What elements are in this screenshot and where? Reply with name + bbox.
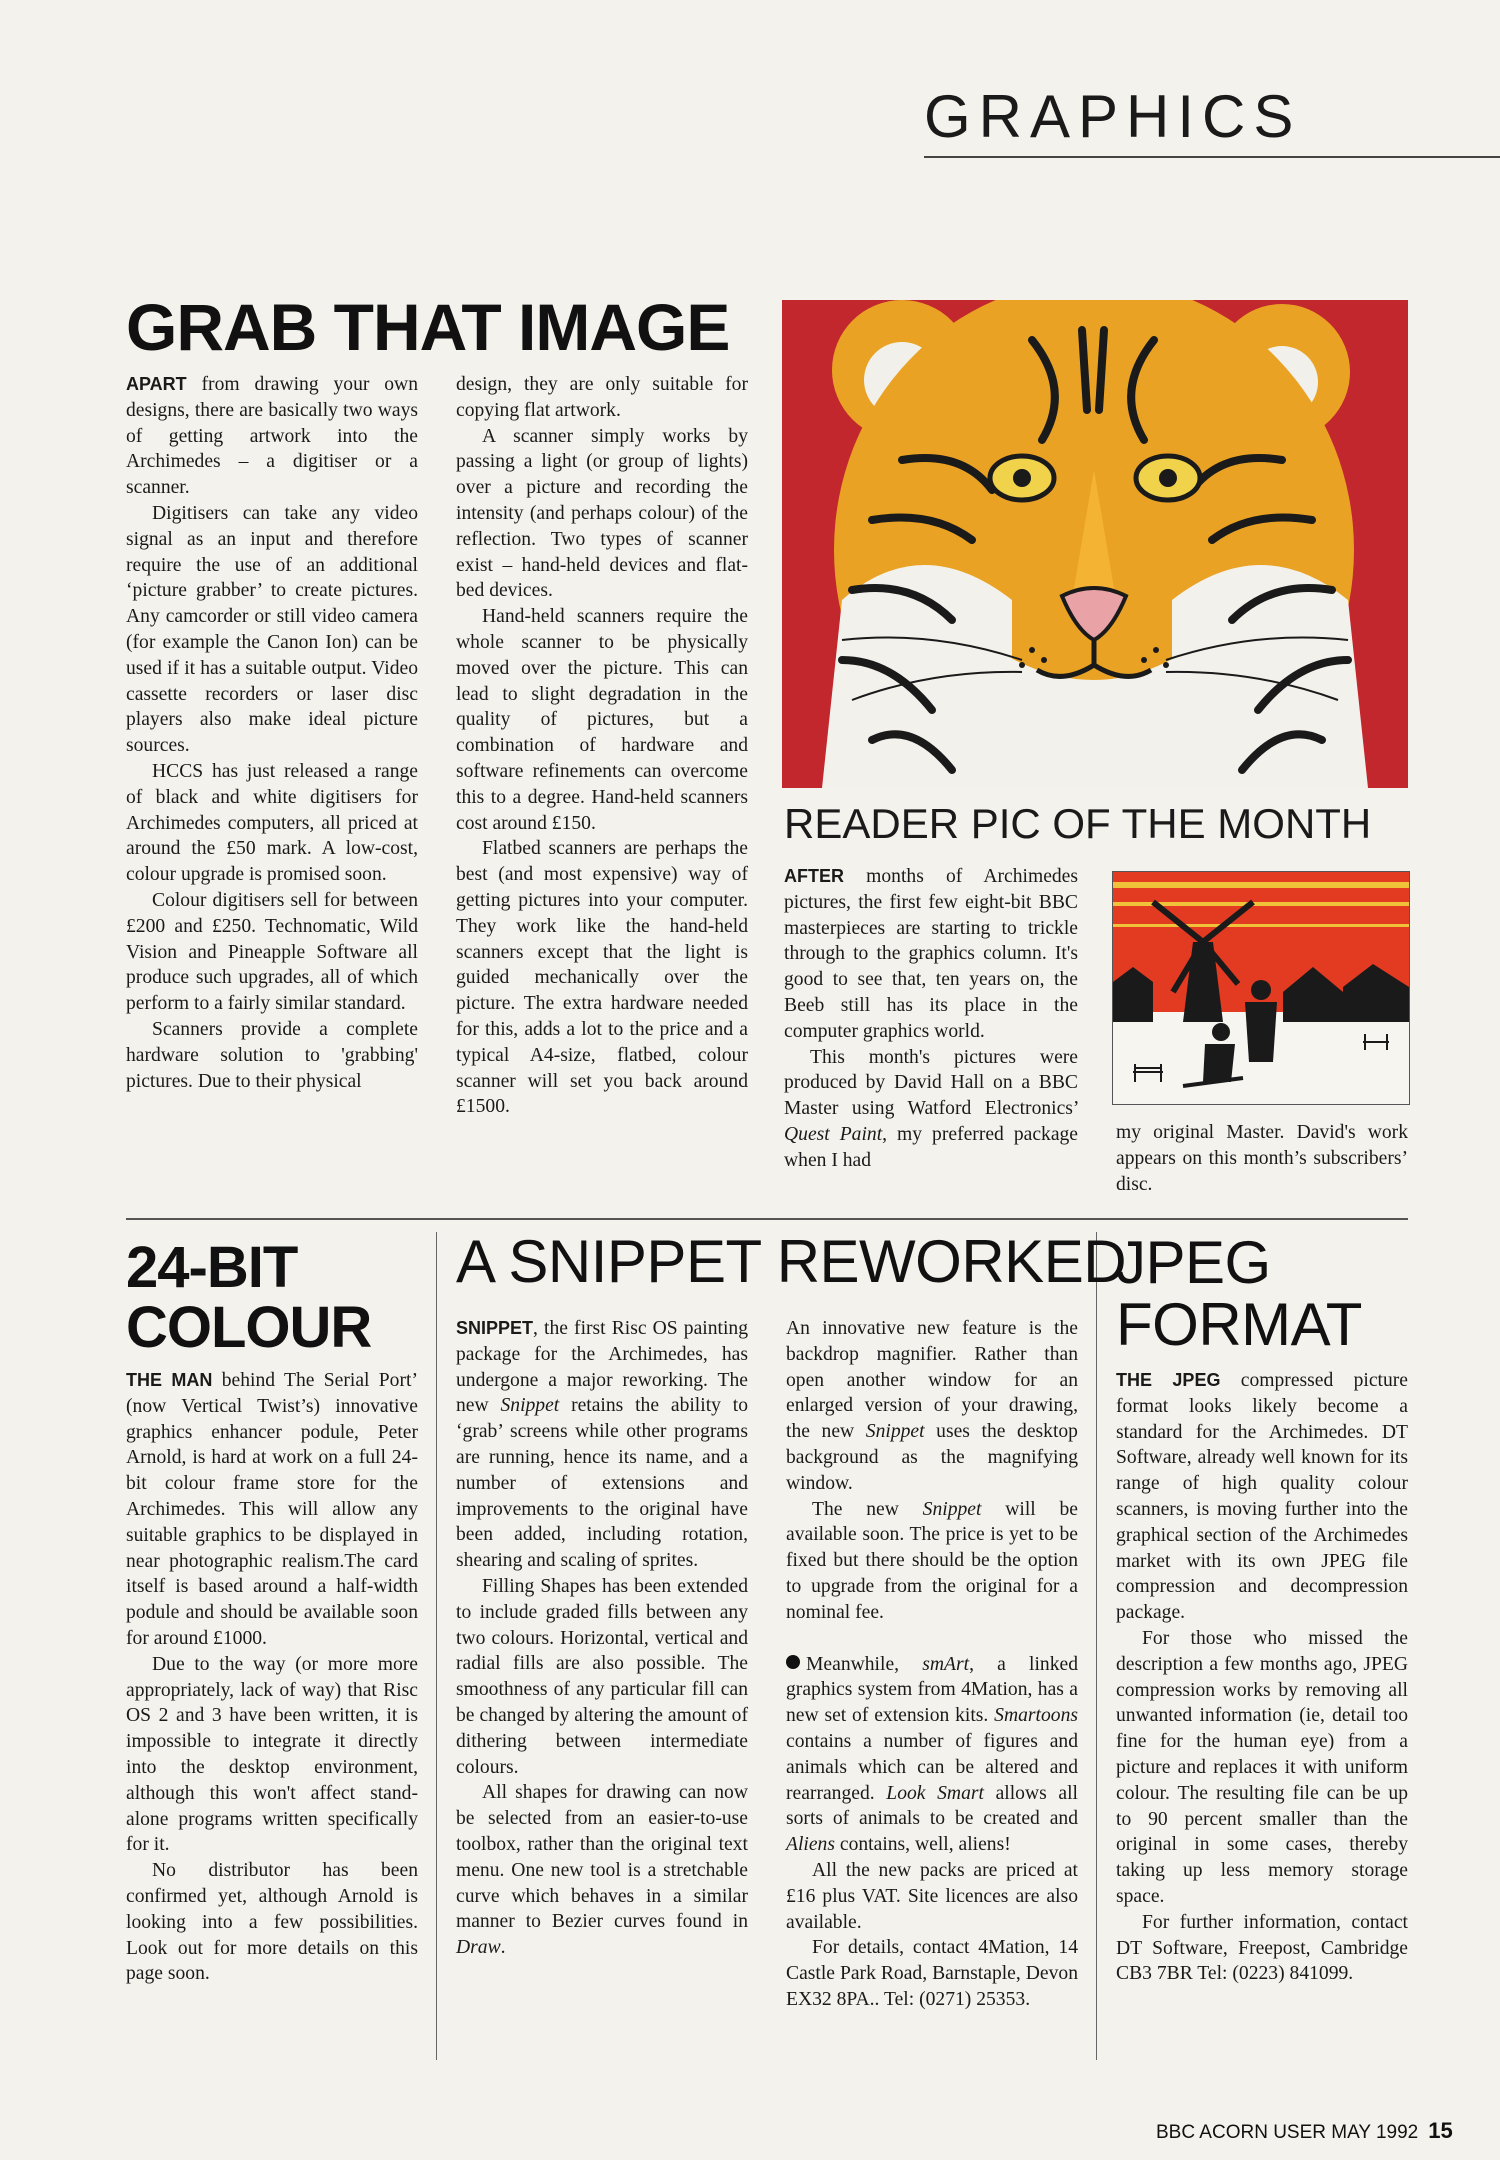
snippet-col2-p5: For details, contact 4Mation, 14 Castle Park Road, Barnstaple, Devon EX32 8PA.. Tel: (0271) 25353.	[786, 1937, 1078, 2010]
grab-col1-p4: Colour digitisers sell for between £200 and £250. Technomatic, Wild Vision and Pineapple Software all produce such upgrades, all of which perform to a fairly similar standard.	[126, 889, 418, 1015]
section-title: GRAPHICS	[924, 83, 1302, 150]
snippet-col2-p1: An innovative new feature is the backdrop magnifier. Rather than open another window for an enlarged version of your drawing, the new Snippet uses the desktop background as the magnifying window.	[786, 1318, 1078, 1494]
snippet-column-2	[786, 1316, 1078, 2013]
quest-paint-title: Quest Paint	[784, 1123, 883, 1145]
section-rule	[924, 156, 1500, 158]
page-number: 15	[1428, 2118, 1453, 2143]
snippet-col2-p2: The new Snippet will be available soon. The price is yet to be fixed but there should be the option to upgrade from the original for a nominal fee.	[786, 1498, 1078, 1623]
jpeg-p1: THE JPEG compressed picture format looks likely become a standard for the Archimedes. DT Software, already well known for its range of high quality colour scanners, is moving further into the graphical section of the Archimedes market with its own JPEG file compression and decompression package.	[1116, 1370, 1408, 1624]
colour24-p3: No distributor has been confirmed yet, although Arnold is looking into a few possibilities. Look out for more details on this page soon.	[126, 1860, 418, 1985]
snippet-col1-p3: All shapes for drawing can now be selected from an easier-to-use toolbox, rather than the original text menu. One new tool is a stretchable curve which behaves in a similar manner to Bezier curves found in Draw.	[456, 1782, 748, 1959]
colour24-p2: Due to the way (or more more appropriately, lack of way) that Risc OS 2 and 3 have been written, it is impossible to integrate it directly into the desktop environment, although this won't affect stand-alone programs written specifically for it.	[126, 1653, 418, 1856]
grab-col2-p1: design, they are only suitable for copying flat artwork.	[456, 374, 748, 421]
snippet-col1-p2: Filling Shapes has been extended to include graded fills between any two colours. Horizontal, vertical and radial fills are also possible. The smoothness of any particular fill can be changed by altering the amount of dithering between intermediate colours.	[456, 1575, 748, 1778]
jpeg-lead: THE JPEG	[1116, 1370, 1221, 1390]
jpeg-p3: For further information, contact DT Software, Freepost, Cambridge CB3 7BR Tel: (0223) 841099.	[1116, 1911, 1408, 1985]
reader-col1-p2: This month's pictures were produced by David Hall on a BBC Master using Watford Electronics’ Quest Paint, my preferred package when I had	[784, 1046, 1079, 1171]
snippet-col2-p4: All the new packs are priced at £16 plus VAT. Site licences are also available.	[786, 1859, 1078, 1933]
grab-column-2	[456, 372, 748, 1120]
page-footer	[1156, 2118, 1453, 2144]
colour24-column	[126, 1368, 418, 1987]
snippet-column-1	[456, 1316, 748, 1961]
grab-col2-p3: Hand-held scanners require the whole scanner to be physically moved over the picture. This can lead to slight degradation in the quality of pictures, but a combination of hardware and software refinements can overcome this to a degree. Hand-held scanners cost around £150.	[456, 606, 748, 834]
colour24-headline: 24-BIT COLOUR	[126, 1235, 372, 1360]
snippet-lead: SNIPPET	[456, 1318, 534, 1338]
snippet-col1-p1: SNIPPET, the first Risc OS painting package for the Archimedes, has undergone a major reworking. The new Snippet retains the ability to ‘grab’ screens while other programs are running, hence its name, and a number of extensions and improvements to the original have been added, including rotation, shearing and scaling of sprites.	[456, 1318, 748, 1572]
column-divider-right	[1096, 1232, 1097, 2060]
reader-column-1	[784, 864, 1078, 1174]
snippet-headline: A SNIPPET REWORKED	[456, 1228, 1127, 1295]
reader-headline: READER PIC OF THE MONTH	[784, 800, 1372, 847]
grab-col1-p3: HCCS has just released a range of black and white digitisers for Archimedes computers, all priced at around the £50 mark. A low-cost, colour upgrade is promised soon.	[126, 760, 418, 886]
grab-col2-p2: A scanner simply works by passing a light (or group of lights) over a picture and recording the intensity (and perhaps colour) of the reflection. Two types of scanner exist – hand-held devices and flat-bed devices.	[456, 425, 748, 602]
winter-scene-illustration	[1113, 872, 1409, 1104]
bullet-icon	[786, 1655, 800, 1669]
reader-lead: AFTER	[784, 866, 844, 886]
grab-col2-p4: Flatbed scanners are perhaps the best (and most expensive) way of getting pictures into your computer. They work like the hand-held scanners except that the light is guided mechanically over the picture. The extra hardware needed for this, adds a lot to the price and a typical A4-size, flatbed, colour scanner will set you back around £1500.	[456, 838, 748, 1118]
colour24-lead: THE MAN	[126, 1370, 213, 1390]
grab-column-1	[126, 372, 418, 1094]
reader-col1-p1: AFTER months of Archimedes pictures, the first few eight-bit BBC masterpieces are starting to trickle through to the graphics column. It's good to see that, ten years on, the Beeb still has its place in the computer graphics world.	[784, 866, 1079, 1042]
magazine-issue: BBC ACORN USER MAY 1992	[1156, 2122, 1419, 2143]
section-divider	[126, 1218, 1408, 1220]
jpeg-p2: For those who missed the description a few months ago, JPEG compression works by removing all unwanted information (ie, detail too fine for the human eye) from a picture and replaces it with uniform colour. The resulting file can be up to 90 percent smaller than the original in some cases, thereby taking up less memory storage space.	[1116, 1627, 1408, 1907]
reader-column-2	[1116, 1120, 1408, 1197]
colour24-p1: THE MAN behind The Serial Port’ (now Vertical Twist’s) innovative graphics enhancer podule, Peter Arnold, is hard at work on a full 24-bit colour frame store for the Archimedes. This will allow any suitable graphics to be displayed in near photographic realism.The card itself is based around a half-width podule and should be available soon for around £1000.	[126, 1370, 418, 1649]
grab-col1-p2: Digitisers can take any video signal as an input and therefore require the use of an additional ‘picture grabber’ to create pictures. Any camcorder or still video camera (for example the Canon Ion) can be used if it has a suitable output. Video cassette recorders or laser disc players also make ideal picture sources.	[126, 502, 418, 757]
grab-headline: GRAB THAT IMAGE	[126, 290, 730, 364]
grab-col1-p5: Scanners provide a complete hardware solution to 'grabbing' pictures. Due to their physical	[126, 1018, 418, 1092]
grab-col1-p1: APART from drawing your own designs, there are basically two ways of getting artwork into the Archimedes – a digitiser or a scanner.	[126, 374, 418, 499]
winter-scene-picture	[1112, 871, 1410, 1105]
grab-lead: APART	[126, 374, 187, 394]
snippet-col2-p3: Meanwhile, smArt, a linked graphics system from 4Mation, has a new set of extension kits. Smartoons contains a number of figures and animals which can be altered and rearranged. Look Smart allows all sorts of animals to be created and Aliens contains, well, aliens!	[786, 1653, 1078, 1856]
jpeg-headline: JPEG FORMAT	[1116, 1229, 1362, 1358]
reader-col2-p1: my original Master. David's work appears on this month’s subscribers’ disc.	[1116, 1122, 1408, 1195]
jpeg-column	[1116, 1368, 1408, 1987]
column-divider-left	[436, 1232, 437, 2060]
tiger-picture	[782, 300, 1408, 788]
tiger-illustration	[782, 300, 1408, 788]
